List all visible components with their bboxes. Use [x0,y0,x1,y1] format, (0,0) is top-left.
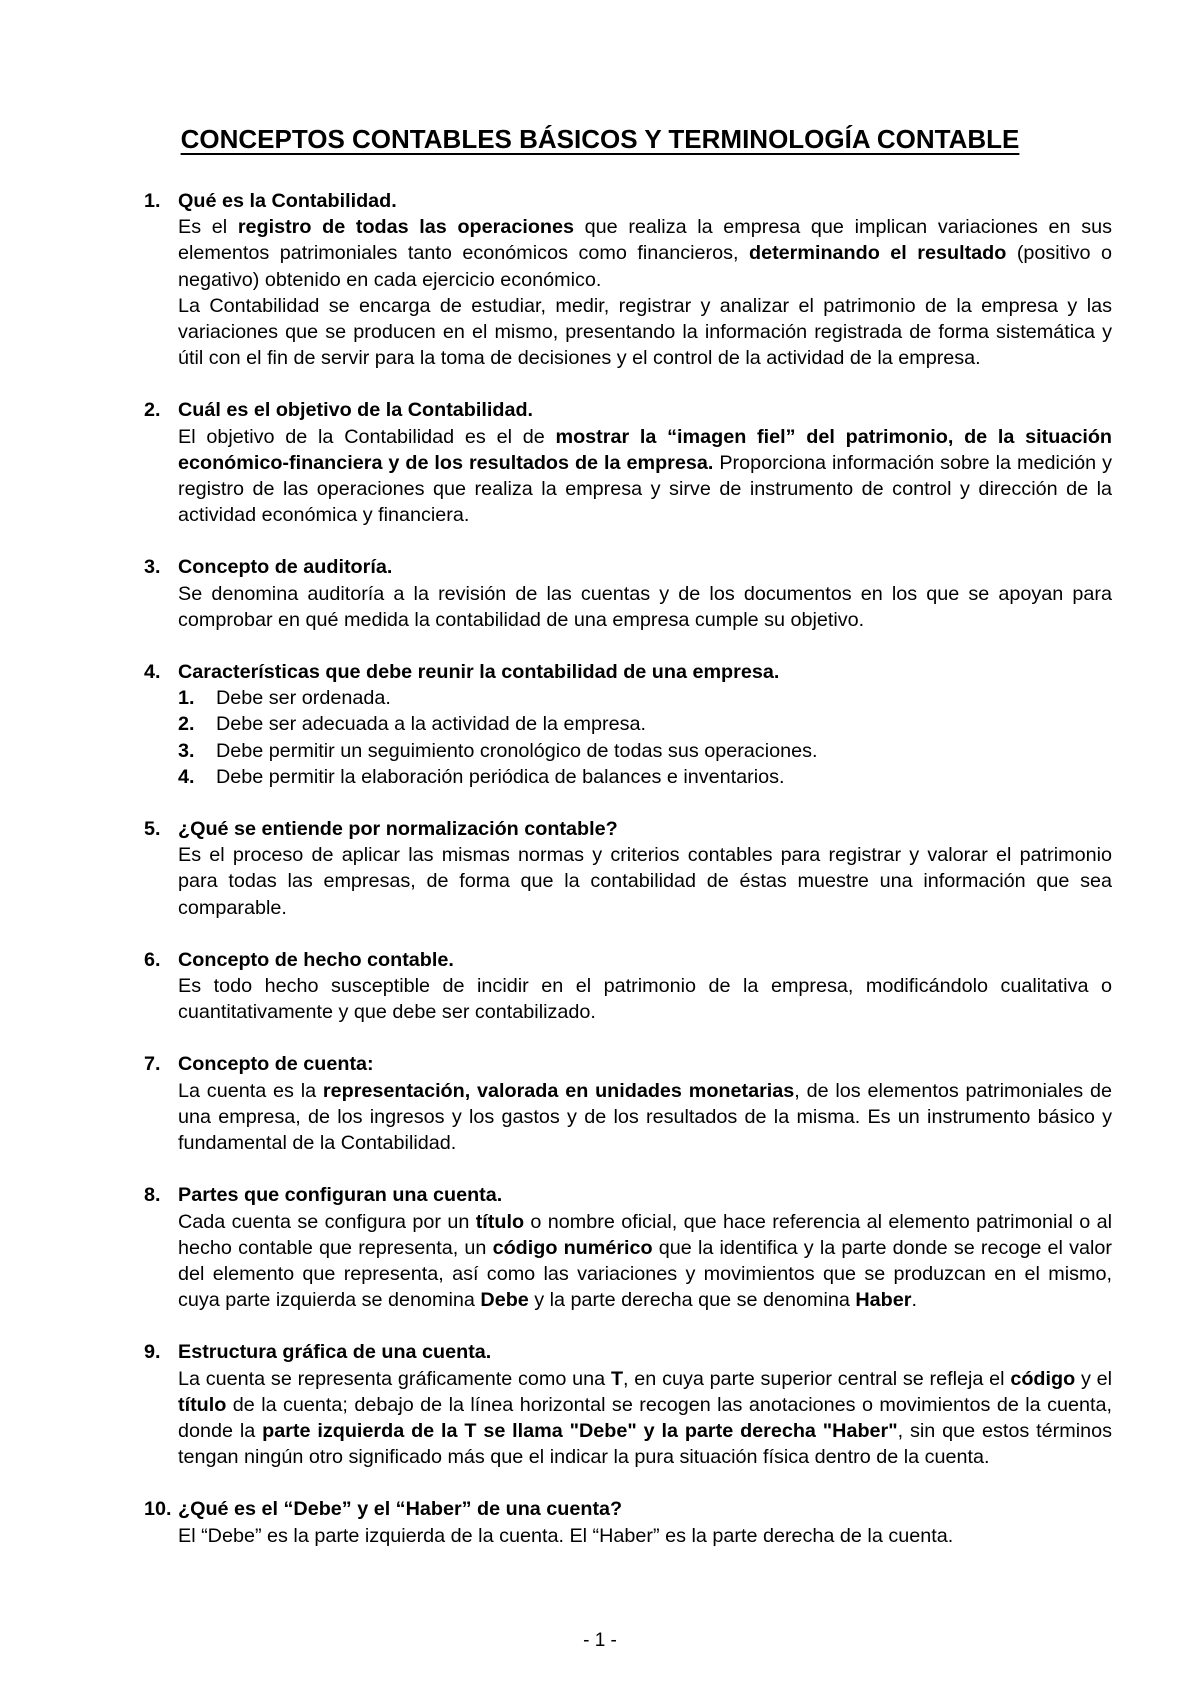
list-item-number: 1. [178,687,195,710]
text-run: Es el proceso de aplicar las mismas normas y criterios contables para registrar y valorar el patrimonio para todas las empresas, de forma que la contabilidad de éstas muestre una información que sea comparable. [178,844,1112,919]
bold-text: parte izquierda de la T se llama "Debe" y la parte derecha "Haber" [262,1419,898,1442]
bold-text: Debe [480,1289,529,1312]
section [144,397,1112,528]
section-paragraph [178,842,1112,921]
section-paragraph [178,1209,1112,1314]
bold-text: código numérico [492,1236,653,1259]
section-heading: Partes que configuran una cuenta. [178,1184,503,1207]
section-paragraph [178,1078,1112,1157]
list-item-number: 4. [178,765,195,788]
text-run: o nombre oficial, que hace referencia al elemento patrimonial o al hecho contable que representa, un [178,1210,1112,1259]
bold-text: registro de todas las operaciones [237,216,574,239]
bold-text: Haber [855,1289,912,1312]
section [144,1182,1112,1313]
section [144,1051,1112,1156]
section-heading: Qué es la Contabilidad. [178,190,397,212]
section-number: 7. [144,1053,161,1076]
section [144,554,1112,633]
text-run: , de los elementos patrimoniales de una empresa, de los ingresos y los gastos y de los resultados de la misma. Es un instrumento básico y fundamental de la Contabilidad. [178,1079,1113,1155]
text-run: , sin que estos términos tengan ningún otro significado más que el indicar la pura situación física dentro de la cuenta. [178,1419,1113,1469]
characteristics-list [178,685,1112,790]
section-heading: Concepto de cuenta: [178,1053,374,1076]
section-heading: Características que debe reunir la contabilidad de una empresa. [178,661,780,684]
text-run: Cada cuenta se configura por un [178,1210,476,1233]
list-item-number: 3. [178,739,195,762]
section-number: 1. [144,190,161,212]
list-item-text: Debe ser ordenada. [216,687,391,710]
bold-text: T [610,1367,624,1390]
bold-text: mostrar la “imagen fiel” del patrimonio, de la situación económico-financiera y de los resultados de la empresa. [178,425,1112,474]
text-run: Es el [178,216,238,239]
section-number: 4. [144,661,161,684]
section-number: 2. [144,399,161,422]
text-run: La Contabilidad se encarga de estudiar, medir, registrar y analizar el patrimonio de la empresa y las variaciones que se producen en el mismo, presentando la información registrada de forma sistemática y útil con el fin de servir para la toma de decisiones y el control de la actividad de la empresa. [178,294,1112,370]
list-item-text: Debe ser adecuada a la actividad de la empresa. [216,713,646,736]
document-title: CONCEPTOS CONTABLES BÁSICOS Y TERMINOLOGÍA CONTABLE [180,124,1020,154]
text-run: de la cuenta; debajo de la línea horizontal se recogen las anotaciones o movimientos de la cuenta, donde la [178,1393,1112,1442]
document-body [144,188,1112,1549]
section-heading: Concepto de auditoría. [178,556,393,579]
text-run: y el [1075,1367,1112,1390]
bold-text: representación, valorada en unidades monetarias [322,1079,795,1102]
bold-text: título [178,1393,227,1416]
section-number: 8. [144,1184,161,1207]
text-run: La cuenta es la [178,1079,323,1102]
section-heading: ¿Qué se entiende por normalización contable? [178,818,618,841]
list-item [178,764,1112,790]
bold-text: código [1010,1367,1076,1390]
text-run: La cuenta se representa gráficamente como una [178,1367,611,1390]
list-item-number: 2. [178,713,195,736]
section-heading: ¿Qué es el “Debe” y el “Haber” de una cuenta? [178,1498,623,1521]
text-run: Se denomina auditoría a la revisión de las cuentas y de los documentos en los que se apoyan para comprobar en qué medida la contabilidad de una empresa cumple su objetivo. [178,582,1112,631]
section-heading: Concepto de hecho contable. [178,948,454,971]
section [144,188,1112,371]
section-paragraph [178,214,1112,293]
section-paragraph [178,1523,1112,1549]
section-paragraph [178,1366,1112,1471]
section-number: 3. [144,556,161,579]
text-run: Proporciona información sobre la medición y registro de las operaciones que realiza la empresa y sirve de instrumento de control y dirección de la actividad económica y financiera. [178,451,1112,527]
list-item-text: Debe permitir un seguimiento cronológico de todas sus operaciones. [216,739,818,762]
section [144,816,1112,921]
list-item-text: Debe permitir la elaboración periódica de balances e inventarios. [216,765,785,788]
text-run: . [911,1289,917,1312]
section-heading: Estructura gráfica de una cuenta. [178,1341,492,1364]
page-number: - 1 - [583,1630,617,1651]
section-heading: Cuál es el objetivo de la Contabilidad. [178,399,534,422]
list-item [178,738,1112,764]
section-paragraph [178,973,1112,1025]
text-run: que realiza la empresa que implican variaciones en sus elementos patrimoniales tanto económicos como financieros, [178,216,1112,265]
section-paragraph [178,293,1112,372]
list-item [178,711,1112,737]
list-item [178,685,1112,711]
section [144,1339,1112,1470]
section-number: 10. [144,1498,172,1521]
section-number: 6. [144,948,161,971]
section-paragraph [178,424,1112,529]
bold-text: determinando el resultado [749,242,1007,265]
text-run: y la parte derecha que se denomina [528,1289,856,1312]
section [144,947,1112,1026]
text-run: El “Debe” es la parte izquierda de la cuenta. El “Haber” es la parte derecha de la cuenta. [178,1524,954,1547]
text-run: , en cuya parte superior central se refleja el [623,1367,1011,1390]
section-paragraph [178,581,1112,633]
text-run: El objetivo de la Contabilidad es el de [178,425,556,448]
section [144,1496,1112,1548]
text-run: que la identifica y la parte donde se recoge el valor del elemento que representa, así como las variaciones y movimientos que se produzcan en el mismo, cuya parte izquierda se denomina [178,1236,1112,1312]
section-number: 9. [144,1341,161,1364]
text-run: (positivo o negativo) obtenido en cada ejercicio económico. [178,242,1112,291]
section [144,659,1112,790]
section-number: 5. [144,818,161,841]
bold-text: título [475,1210,525,1233]
text-run: Es todo hecho susceptible de incidir en el patrimonio de la empresa, modificándolo cualitativa o cuantitativamente y que debe ser contabilizado. [178,975,1112,1024]
